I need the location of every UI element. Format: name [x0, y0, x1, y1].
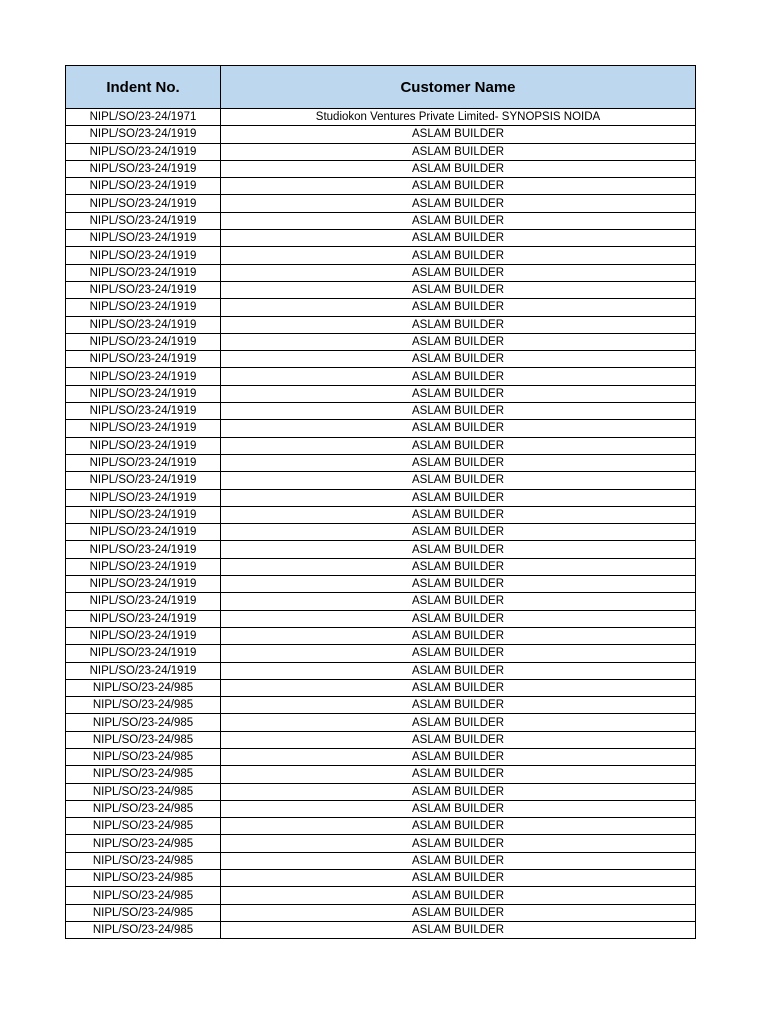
cell-indent-no: NIPL/SO/23-24/985 — [66, 766, 221, 783]
table-row — [66, 610, 696, 627]
table-row — [66, 351, 696, 368]
cell-customer-name: ASLAM BUILDER — [221, 783, 696, 800]
cell-indent-no: NIPL/SO/23-24/1919 — [66, 178, 221, 195]
cell-indent-no: NIPL/SO/23-24/1919 — [66, 645, 221, 662]
cell-indent-no: NIPL/SO/23-24/1919 — [66, 160, 221, 177]
cell-indent-no: NIPL/SO/23-24/1919 — [66, 454, 221, 471]
table-row — [66, 368, 696, 385]
cell-indent-no: NIPL/SO/23-24/985 — [66, 800, 221, 817]
table-body — [66, 109, 696, 939]
cell-indent-no: NIPL/SO/23-24/1919 — [66, 524, 221, 541]
cell-customer-name: ASLAM BUILDER — [221, 316, 696, 333]
cell-indent-no: NIPL/SO/23-24/1919 — [66, 368, 221, 385]
cell-customer-name: ASLAM BUILDER — [221, 870, 696, 887]
cell-indent-no: NIPL/SO/23-24/985 — [66, 835, 221, 852]
table-row — [66, 524, 696, 541]
cell-customer-name: ASLAM BUILDER — [221, 333, 696, 350]
table-row — [66, 126, 696, 143]
cell-customer-name: ASLAM BUILDER — [221, 645, 696, 662]
table-row — [66, 870, 696, 887]
cell-indent-no: NIPL/SO/23-24/1919 — [66, 385, 221, 402]
cell-indent-no: NIPL/SO/23-24/985 — [66, 679, 221, 696]
table-row — [66, 178, 696, 195]
table-row — [66, 818, 696, 835]
cell-customer-name: ASLAM BUILDER — [221, 247, 696, 264]
table-row — [66, 714, 696, 731]
cell-indent-no: NIPL/SO/23-24/1919 — [66, 333, 221, 350]
cell-indent-no: NIPL/SO/23-24/985 — [66, 921, 221, 938]
cell-customer-name: ASLAM BUILDER — [221, 230, 696, 247]
table-row — [66, 835, 696, 852]
cell-customer-name: ASLAM BUILDER — [221, 403, 696, 420]
table-row — [66, 506, 696, 523]
table-row — [66, 195, 696, 212]
cell-customer-name: ASLAM BUILDER — [221, 385, 696, 402]
table-row — [66, 627, 696, 644]
table-row — [66, 247, 696, 264]
table-row — [66, 541, 696, 558]
table-row — [66, 160, 696, 177]
table-row — [66, 281, 696, 298]
cell-indent-no: NIPL/SO/23-24/1971 — [66, 109, 221, 126]
cell-customer-name: ASLAM BUILDER — [221, 887, 696, 904]
cell-customer-name: ASLAM BUILDER — [221, 610, 696, 627]
table-row — [66, 679, 696, 696]
cell-indent-no: NIPL/SO/23-24/1919 — [66, 195, 221, 212]
cell-customer-name: ASLAM BUILDER — [221, 264, 696, 281]
cell-indent-no: NIPL/SO/23-24/1919 — [66, 610, 221, 627]
cell-indent-no: NIPL/SO/23-24/1919 — [66, 541, 221, 558]
cell-customer-name: ASLAM BUILDER — [221, 921, 696, 938]
table-row — [66, 437, 696, 454]
cell-indent-no: NIPL/SO/23-24/1919 — [66, 662, 221, 679]
cell-indent-no: NIPL/SO/23-24/1919 — [66, 593, 221, 610]
cell-customer-name: ASLAM BUILDER — [221, 800, 696, 817]
table-row — [66, 904, 696, 921]
cell-indent-no: NIPL/SO/23-24/1919 — [66, 264, 221, 281]
table-row — [66, 316, 696, 333]
cell-customer-name: ASLAM BUILDER — [221, 627, 696, 644]
cell-customer-name: ASLAM BUILDER — [221, 558, 696, 575]
header-indent-no: Indent No. — [66, 66, 221, 109]
cell-customer-name: ASLAM BUILDER — [221, 576, 696, 593]
cell-indent-no: NIPL/SO/23-24/985 — [66, 783, 221, 800]
cell-indent-no: NIPL/SO/23-24/1919 — [66, 230, 221, 247]
table-row — [66, 576, 696, 593]
cell-indent-no: NIPL/SO/23-24/1919 — [66, 281, 221, 298]
cell-indent-no: NIPL/SO/23-24/985 — [66, 904, 221, 921]
cell-customer-name: ASLAM BUILDER — [221, 766, 696, 783]
cell-customer-name: ASLAM BUILDER — [221, 126, 696, 143]
cell-indent-no: NIPL/SO/23-24/1919 — [66, 403, 221, 420]
cell-customer-name: ASLAM BUILDER — [221, 160, 696, 177]
indent-customer-table — [65, 65, 696, 939]
cell-customer-name: ASLAM BUILDER — [221, 835, 696, 852]
table-row — [66, 454, 696, 471]
table-row — [66, 887, 696, 904]
cell-indent-no: NIPL/SO/23-24/1919 — [66, 299, 221, 316]
cell-indent-no: NIPL/SO/23-24/985 — [66, 818, 221, 835]
cell-customer-name: Studiokon Ventures Private Limited- SYNOPSIS NOIDA — [221, 109, 696, 126]
cell-indent-no: NIPL/SO/23-24/1919 — [66, 489, 221, 506]
cell-customer-name: ASLAM BUILDER — [221, 679, 696, 696]
cell-indent-no: NIPL/SO/23-24/1919 — [66, 143, 221, 160]
table-row — [66, 489, 696, 506]
cell-customer-name: ASLAM BUILDER — [221, 818, 696, 835]
cell-indent-no: NIPL/SO/23-24/985 — [66, 887, 221, 904]
table-row — [66, 800, 696, 817]
table-row — [66, 766, 696, 783]
table-row — [66, 212, 696, 229]
cell-customer-name: ASLAM BUILDER — [221, 662, 696, 679]
table-row — [66, 264, 696, 281]
cell-customer-name: ASLAM BUILDER — [221, 489, 696, 506]
cell-customer-name: ASLAM BUILDER — [221, 541, 696, 558]
cell-indent-no: NIPL/SO/23-24/1919 — [66, 558, 221, 575]
cell-indent-no: NIPL/SO/23-24/1919 — [66, 351, 221, 368]
table-row — [66, 921, 696, 938]
cell-customer-name: ASLAM BUILDER — [221, 904, 696, 921]
cell-customer-name: ASLAM BUILDER — [221, 143, 696, 160]
cell-customer-name: ASLAM BUILDER — [221, 524, 696, 541]
table-row — [66, 662, 696, 679]
cell-customer-name: ASLAM BUILDER — [221, 420, 696, 437]
cell-customer-name: ASLAM BUILDER — [221, 506, 696, 523]
cell-indent-no: NIPL/SO/23-24/1919 — [66, 437, 221, 454]
cell-customer-name: ASLAM BUILDER — [221, 454, 696, 471]
table-row — [66, 385, 696, 402]
cell-indent-no: NIPL/SO/23-24/1919 — [66, 247, 221, 264]
table-row — [66, 333, 696, 350]
cell-customer-name: ASLAM BUILDER — [221, 368, 696, 385]
cell-indent-no: NIPL/SO/23-24/1919 — [66, 316, 221, 333]
table-row — [66, 731, 696, 748]
table-row — [66, 299, 696, 316]
cell-indent-no: NIPL/SO/23-24/1919 — [66, 506, 221, 523]
cell-customer-name: ASLAM BUILDER — [221, 593, 696, 610]
cell-customer-name: ASLAM BUILDER — [221, 281, 696, 298]
cell-indent-no: NIPL/SO/23-24/1919 — [66, 212, 221, 229]
cell-customer-name: ASLAM BUILDER — [221, 714, 696, 731]
cell-indent-no: NIPL/SO/23-24/1919 — [66, 472, 221, 489]
cell-indent-no: NIPL/SO/23-24/985 — [66, 714, 221, 731]
cell-indent-no: NIPL/SO/23-24/1919 — [66, 627, 221, 644]
table-row — [66, 697, 696, 714]
cell-customer-name: ASLAM BUILDER — [221, 852, 696, 869]
table-row — [66, 143, 696, 160]
header-customer-name: Customer Name — [221, 66, 696, 109]
cell-customer-name: ASLAM BUILDER — [221, 472, 696, 489]
table-row — [66, 593, 696, 610]
cell-customer-name: ASLAM BUILDER — [221, 212, 696, 229]
cell-customer-name: ASLAM BUILDER — [221, 731, 696, 748]
table-row — [66, 852, 696, 869]
table-header-row — [66, 66, 696, 109]
cell-indent-no: NIPL/SO/23-24/1919 — [66, 126, 221, 143]
table-row — [66, 420, 696, 437]
cell-indent-no: NIPL/SO/23-24/985 — [66, 748, 221, 765]
cell-customer-name: ASLAM BUILDER — [221, 437, 696, 454]
cell-customer-name: ASLAM BUILDER — [221, 299, 696, 316]
cell-customer-name: ASLAM BUILDER — [221, 697, 696, 714]
table-row — [66, 558, 696, 575]
cell-indent-no: NIPL/SO/23-24/985 — [66, 697, 221, 714]
cell-indent-no: NIPL/SO/23-24/985 — [66, 731, 221, 748]
table-row — [66, 748, 696, 765]
table-row — [66, 472, 696, 489]
cell-indent-no: NIPL/SO/23-24/985 — [66, 870, 221, 887]
cell-customer-name: ASLAM BUILDER — [221, 351, 696, 368]
cell-indent-no: NIPL/SO/23-24/985 — [66, 852, 221, 869]
table-row — [66, 109, 696, 126]
cell-customer-name: ASLAM BUILDER — [221, 195, 696, 212]
table-row — [66, 230, 696, 247]
cell-indent-no: NIPL/SO/23-24/1919 — [66, 576, 221, 593]
cell-customer-name: ASLAM BUILDER — [221, 748, 696, 765]
indent-table-sheet — [65, 65, 695, 939]
table-row — [66, 403, 696, 420]
cell-customer-name: ASLAM BUILDER — [221, 178, 696, 195]
table-row — [66, 645, 696, 662]
table-row — [66, 783, 696, 800]
cell-indent-no: NIPL/SO/23-24/1919 — [66, 420, 221, 437]
